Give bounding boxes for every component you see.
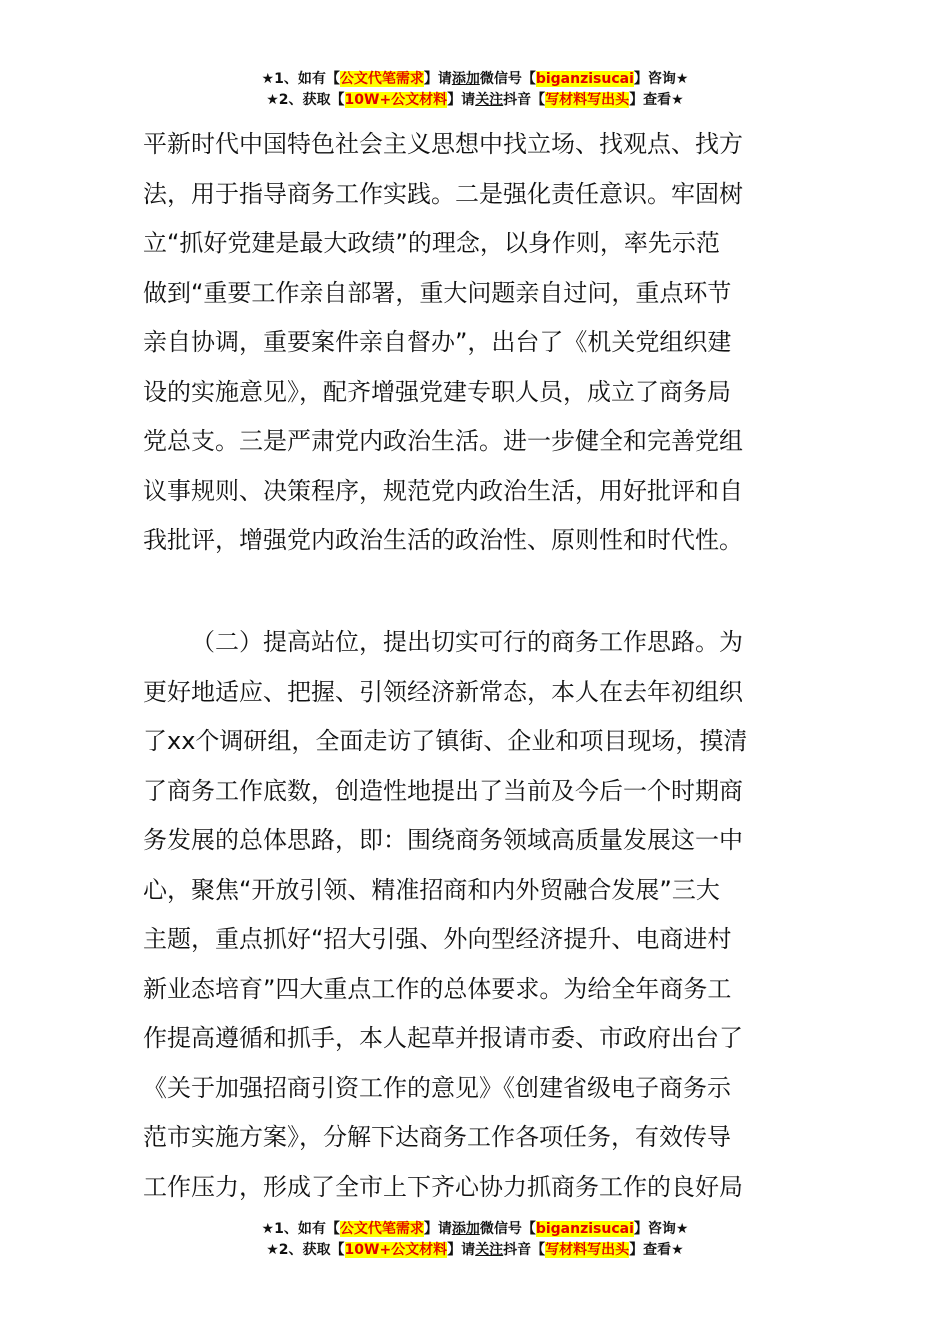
banner-underlined: 关注 [475, 1242, 504, 1258]
banner-line-1 [0, 1219, 950, 1240]
banner-highlight: 10W+公文材料 [344, 1242, 448, 1258]
paragraph-2 [143, 618, 811, 1212]
text-line: 新业态培育”四大重点工作的总体要求。为给全年商务工 [143, 974, 732, 1003]
banner-highlight: 写材料写出头 [545, 1242, 630, 1258]
banner-text: 抖音【 [503, 92, 546, 108]
text-line: 议事规则、决策程序，规范党内政治生活，用好批评和自 [143, 476, 743, 505]
text-line: 平新时代中国特色社会主义思想中找立场、找观点、找方 [143, 130, 743, 158]
text-line: （二）提高站位，提出切实可行的商务工作思路。为 [191, 628, 743, 656]
text-line: 作提高遵循和抓手，本人起草并报请市委、市政府出台了 [143, 1024, 743, 1052]
text-line: 亲自协调，重要案件亲自督办”，出台了《机关党组织建 [143, 328, 732, 356]
banner-text: 抖音【 [503, 1242, 546, 1258]
banner-underlined: 添加 [451, 1221, 480, 1237]
text-line: 做到“重要工作亲自部署，重大问题亲自过问，重点环节 [143, 278, 732, 307]
banner-text: 微信号【 [479, 1221, 536, 1237]
banner-text: 微信号【 [479, 71, 536, 87]
text-line: 《关于加强招商引资工作的意见》《创建省级电子商务示 [143, 1073, 731, 1102]
header-banner [0, 69, 950, 111]
text-line: 主题，重点抓好“招大引强、外向型经济提升、电商进村 [143, 925, 732, 953]
text-line: 更好地适应、把握、引领经济新常态，本人在去年初组织 [143, 677, 743, 706]
text-line: 立“抓好党建是最大政绩”的理念，以身作则，率先示范 [143, 229, 720, 257]
text-line: 了商务工作底数，创造性地提出了当前及今后一个时期商 [143, 776, 743, 805]
text-line: 范市实施方案》，分解下达商务工作各项任务，有效传导 [143, 1123, 731, 1151]
banner-text: ★1、如有【 [261, 1221, 340, 1237]
text-line: 工作压力，形成了全市上下齐心协力抓商务工作的良好局 [143, 1172, 743, 1201]
banner-text: ★1、如有【 [261, 71, 340, 87]
text-line: 党总支。三是严肃党内政治生活。进一步健全和完善党组 [143, 427, 743, 455]
banner-highlight: biganzisucai [535, 71, 634, 87]
paragraph-1 [143, 120, 811, 566]
banner-highlight: 公文代笔需求 [339, 1221, 424, 1237]
text-line: 了xx个调研组，全面走访了镇街、企业和项目现场，摸清 [143, 727, 748, 755]
banner-text: 】咨询★ [633, 1221, 689, 1237]
banner-line-2 [0, 1240, 950, 1261]
banner-text: 】请 [447, 92, 476, 108]
banner-line-1 [0, 69, 950, 90]
text-line: 法，用于指导商务工作实践。二是强化责任意识。牢固树 [143, 179, 743, 208]
banner-text: 】查看★ [629, 1242, 684, 1258]
banner-text: 】请 [447, 1242, 476, 1258]
text-line: 务发展的总体思路，即：围绕商务领域高质量发展这一中 [143, 826, 743, 854]
banner-text: 】请 [423, 1221, 452, 1237]
text-line: 我批评，增强党内政治生活的政治性、原则性和时代性。 [143, 526, 743, 554]
banner-highlight: 10W+公文材料 [344, 92, 448, 108]
footer-banner [0, 1219, 950, 1261]
banner-text: 】咨询★ [633, 71, 689, 87]
banner-highlight: biganzisucai [535, 1221, 634, 1237]
banner-underlined: 添加 [451, 71, 480, 87]
banner-highlight: 写材料写出头 [545, 92, 630, 108]
banner-line-2 [0, 90, 950, 111]
text-line: 心，聚焦“开放引领、精准招商和内外贸融合发展”三大 [143, 875, 720, 904]
banner-underlined: 关注 [475, 92, 504, 108]
banner-highlight: 公文代笔需求 [339, 71, 424, 87]
banner-text: 】请 [423, 71, 452, 87]
banner-text: ★2、获取【 [266, 1242, 345, 1258]
banner-text: ★2、获取【 [266, 92, 345, 108]
banner-text: 】查看★ [629, 92, 684, 108]
text-line: 设的实施意见》，配齐增强党建专职人员，成立了商务局 [143, 377, 731, 406]
